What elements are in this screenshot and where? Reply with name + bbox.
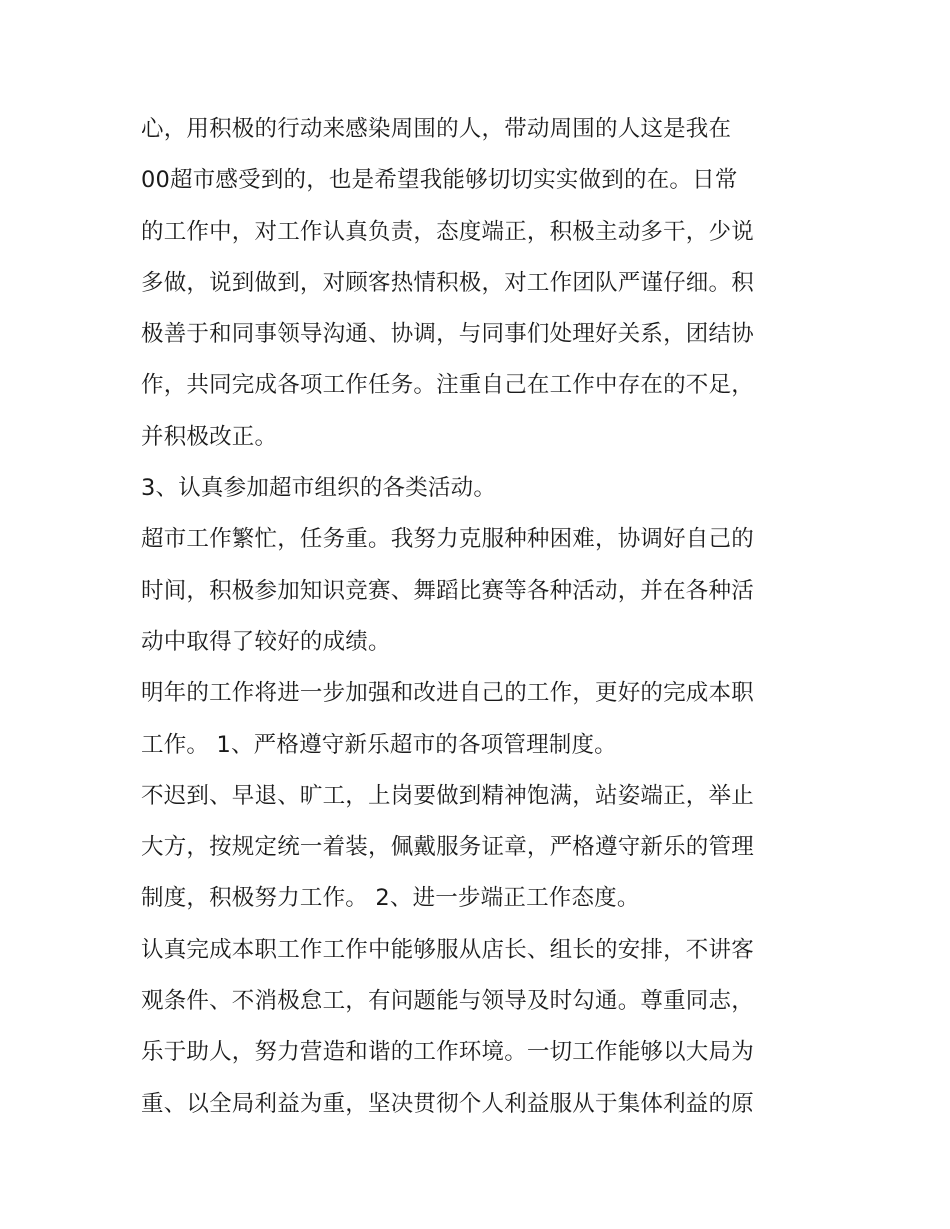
- document-body: [141, 104, 811, 1130]
- text-line: 重、以全局利益为重，坚决贯彻个人利益服从于集体利益的原: [141, 1090, 754, 1117]
- text-line: 认真完成本职工作工作中能够服从店长、组长的安排，不讲客: [141, 936, 754, 963]
- text-line: 大方，按规定统一着装，佩戴服务证章，严格遵守新乐的管理: [141, 834, 754, 861]
- text-line: 乐于助人，努力营造和谐的工作环境。一切工作能够以大局为: [141, 1039, 754, 1066]
- text-line: 极善于和同事领导沟通、协调，与同事们处理好关系，团结协: [141, 321, 754, 348]
- text-line: 明年的工作将进一步加强和改进自己的工作，更好的完成本职: [141, 680, 754, 707]
- text-line: 作，共同完成各项工作任务。注重自己在工作中存在的不足，: [141, 372, 754, 399]
- text-line: 动中取得了较好的成绩。: [141, 628, 391, 655]
- text-line: 工作。 1、严格遵守新乐超市的各项管理制度。: [141, 731, 617, 758]
- text-line: 制度，积极努力工作。 2、进一步端正工作态度。: [141, 885, 640, 912]
- text-line: 00超市感受到的，也是希望我能够切切实实做到的在。日常: [141, 167, 738, 194]
- text-line: 时间，积极参加知识竞赛、舞蹈比赛等各种活动，并在各种活: [141, 577, 754, 604]
- text-line: 超市工作繁忙，任务重。我努力克服种种困难，协调好自己的: [141, 526, 754, 553]
- text-line: 并积极改正。: [141, 423, 278, 450]
- text-line: 观条件、不消极怠工，有问题能与领导及时勾通。尊重同志，: [141, 988, 754, 1015]
- section-heading: 3、认真参加超市组织的各类活动。: [141, 475, 497, 502]
- text-line: 的工作中，对工作认真负责，态度端正，积极主动多干，少说: [141, 218, 754, 245]
- text-line: 不迟到、早退、旷工，上岗要做到精神饱满，站姿端正，举止: [141, 782, 754, 809]
- text-line: 心，用积极的行动来感染周围的人，带动周围的人这是我在: [141, 116, 732, 142]
- text-line: 多做，说到做到，对顾客热情积极，对工作团队严谨仔细。积: [141, 269, 754, 296]
